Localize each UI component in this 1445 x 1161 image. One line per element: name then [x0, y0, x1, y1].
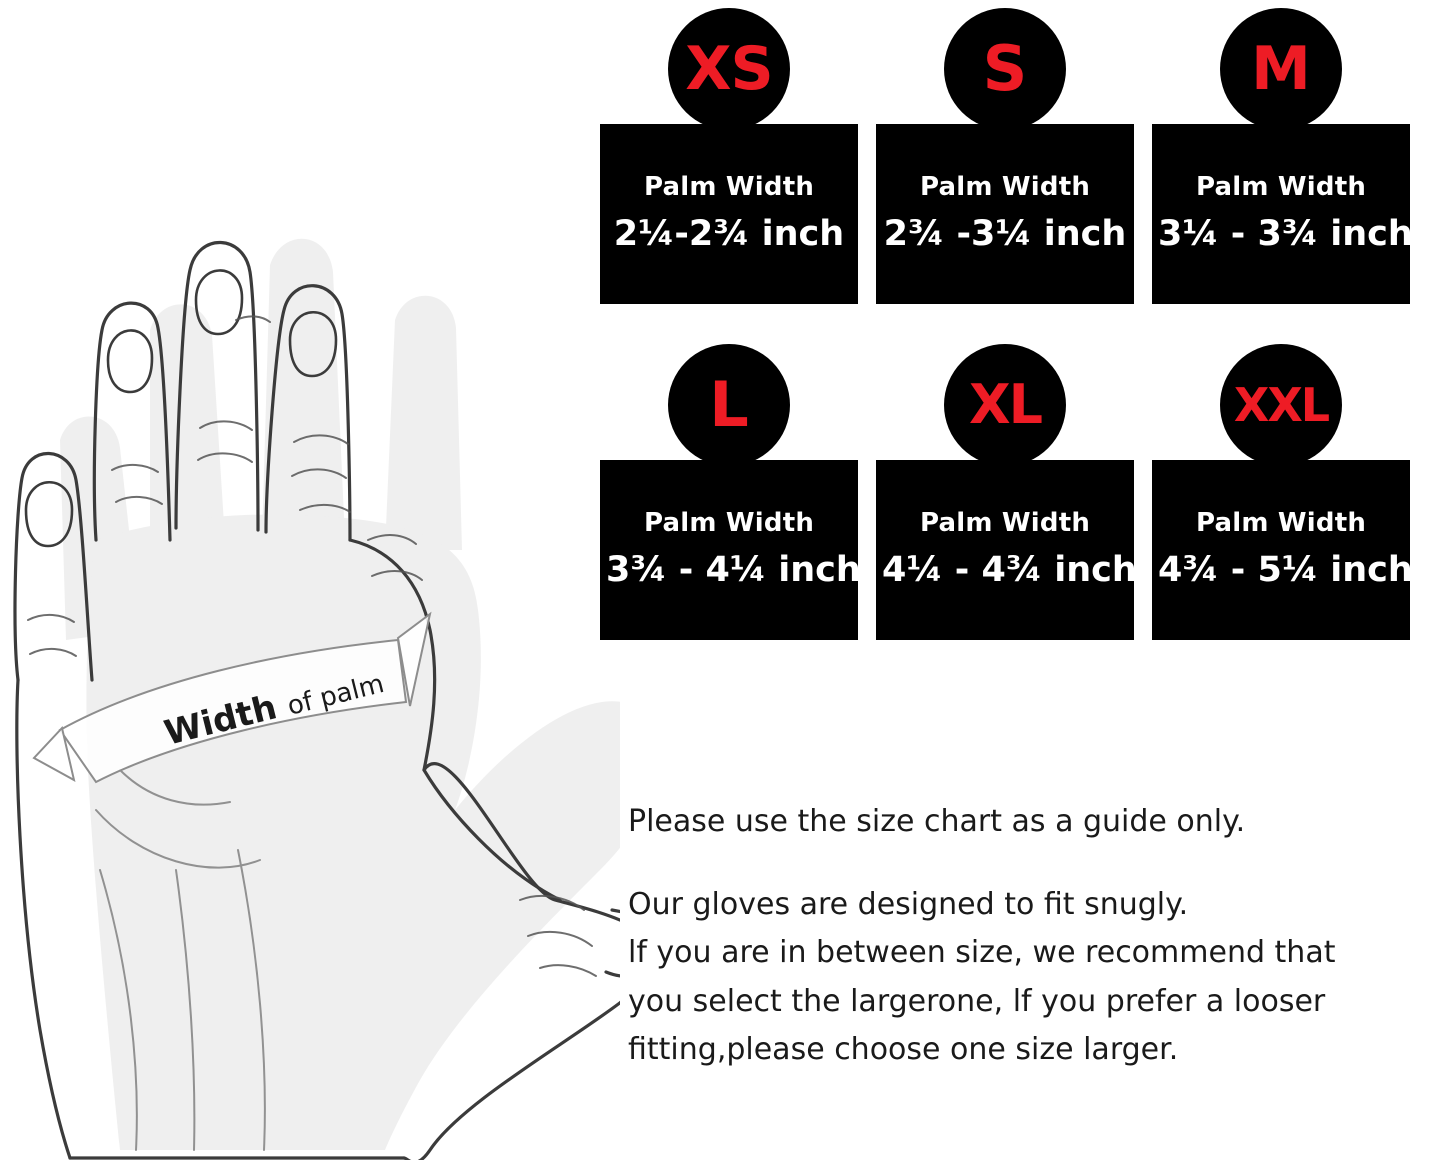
palm-width-label: Palm Width: [643, 172, 815, 202]
hand-diagram: [0, 210, 620, 1160]
size-badge-xxl: [1220, 344, 1342, 466]
palm-width-label: Palm Width: [919, 172, 1091, 202]
palm-width-value: 4¾ - 5¼ inch: [1158, 550, 1413, 590]
hand-palm-icon: [0, 210, 620, 1160]
size-badge-xs: [668, 8, 790, 130]
size-badge-s: [944, 8, 1066, 130]
size-badge-l: [668, 344, 790, 466]
palm-width-value: 3¼ - 3¾ inch: [1158, 214, 1413, 254]
size-badge-label: XXL: [1233, 378, 1329, 432]
size-row-2: [600, 344, 1435, 640]
size-panel-l: [600, 460, 861, 640]
size-panel-xxl: [1152, 460, 1413, 640]
size-badge-xl: [944, 344, 1066, 466]
size-card-xxl[interactable]: [1152, 344, 1413, 640]
size-chart: [600, 8, 1435, 640]
note-line-1: Please use the size chart as a guide only.: [628, 804, 1246, 839]
palm-width-label: Palm Width: [919, 508, 1091, 538]
note-spacer: [628, 847, 1428, 881]
size-card-xs[interactable]: [600, 8, 858, 304]
size-card-xl[interactable]: [876, 344, 1137, 640]
palm-width-value: 2¾ -3¼ inch: [883, 214, 1127, 254]
size-card-s[interactable]: [876, 8, 1134, 304]
size-badge-m: [1220, 8, 1342, 130]
band-label-bold: Width: [160, 687, 281, 754]
sizing-notes: [628, 798, 1428, 1075]
palm-width-value: 3¾ - 4¼ inch: [606, 550, 861, 590]
size-panel-xs: [600, 124, 858, 304]
size-badge-label: M: [1251, 34, 1311, 104]
size-row-1: [600, 8, 1435, 304]
palm-width-label: Palm Width: [643, 508, 815, 538]
size-panel-s: [876, 124, 1134, 304]
size-badge-label: XL: [968, 373, 1042, 436]
size-card-l[interactable]: [600, 344, 861, 640]
palm-width-label: Palm Width: [1195, 508, 1367, 538]
size-panel-m: [1152, 124, 1413, 304]
palm-width-value: 2¼-2¾ inch: [613, 214, 845, 254]
size-card-m[interactable]: [1152, 8, 1413, 304]
note-line-4: you select the largerone, lf you prefer a looser: [628, 983, 1326, 1019]
band-label-rest: of palm: [284, 668, 388, 722]
note-line-3: lf you are in between size, we recommend that: [628, 935, 1336, 971]
size-badge-label: L: [709, 368, 749, 441]
palm-width-label: Palm Width: [1195, 172, 1367, 202]
size-badge-label: S: [982, 32, 1028, 105]
size-panel-xl: [876, 460, 1137, 640]
note-line-2: Our gloves are designed to fit snugly.: [628, 886, 1189, 922]
note-line-5: fitting,please choose one size larger.: [628, 1032, 1179, 1068]
palm-width-value: 4¼ - 4¾ inch: [882, 550, 1137, 590]
size-badge-label: XS: [685, 34, 773, 104]
